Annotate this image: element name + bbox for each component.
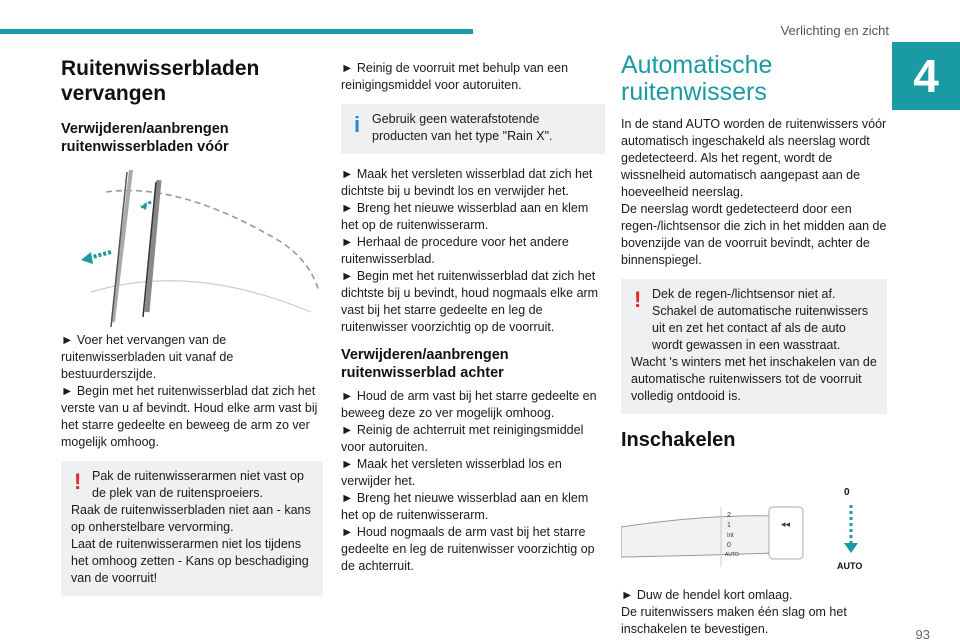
stalk-label: Int: [727, 533, 734, 539]
section-heading-line: ruitenwissers: [621, 78, 767, 106]
instruction: ► Breng het nieuwe wisserblad aan en klem het op de ruitenwisserarm.: [341, 491, 589, 522]
warning-text: Wacht 's winters met het inschakelen van de automatische ruitenwissers tot de voorruit volledig ontdooid is.: [631, 355, 877, 403]
instruction: ► Reinig de achterruit met reinigingsmiddel voor autoruiten.: [341, 423, 584, 454]
warning-icon: !: [634, 287, 642, 312]
instruction: ► Reinig de voorruit met behulp van een reinigingsmiddel voor autoruiten.: [341, 61, 569, 92]
paragraph: In de stand AUTO worden de ruitenwissers vóór automatisch ingeschakeld als neerslag wordt gedetecteerd. Als het regent, wordt de wissnelheid automatisch aangepast aan de hoeveelheid neerslag.: [621, 117, 887, 199]
subsection-heading: Inschakelen: [621, 429, 736, 451]
page-number: 93: [915, 627, 930, 642]
section-title: Verlichting en zicht: [780, 23, 889, 38]
paragraph: De neerslag wordt gedetecteerd door een regen-/lichtsensor die zich in het midden aan de bovenzijde van de voorruit bevindt, achter de binnenspiegel.: [621, 202, 887, 267]
chapter-number-badge: 4: [892, 42, 960, 110]
warning-text: Schakel de automatische ruitenwissers uit en zet het contact af als de auto wordt gewassen in een wasstraat.: [652, 304, 869, 352]
auto-position-label: AUTO: [837, 561, 863, 571]
instruction: ► Breng het nieuwe wisserblad aan en klem het op de ruitenwisserarm.: [341, 201, 589, 232]
stalk-label: 0: [727, 542, 731, 549]
column-2: [341, 60, 605, 575]
instruction: ► Houd de arm vast bij het starre gedeelte en beweeg deze zo ver mogelijk omhoog.: [341, 389, 597, 420]
section-heading: Ruitenwisserbladen vervangen: [61, 57, 260, 105]
wiper-stalk-illustration: [621, 457, 887, 587]
warning-text: Pak de ruitenwisserarmen niet vast op de plek van de ruitensproeiers.: [92, 469, 304, 500]
warning-text: Raak de ruitenwisserbladen niet aan - kans op onherstelbare vervorming.: [71, 503, 311, 534]
stalk-label: 2: [727, 512, 731, 519]
warning-text: Dek de regen-/lichtsensor niet af.: [652, 287, 836, 301]
subsection-heading: Verwijderen/aanbrengen ruitenwisserblad achter: [341, 347, 509, 381]
instruction: ► Houd nogmaals de arm vast bij het starre gedeelte en leg de ruitenwisser voorzichtig op de achterruit.: [341, 525, 595, 573]
info-icon: i: [354, 112, 361, 137]
stalk-label: AUTO: [725, 552, 739, 558]
instruction: ► Herhaal de procedure voor het andere ruitenwisserblad.: [341, 235, 569, 266]
header-bar: [0, 29, 473, 34]
paragraph: De ruitenwissers maken één slag om het inschakelen te bevestigen.: [621, 605, 847, 636]
warning-box: [621, 279, 887, 414]
info-text: Gebruik geen waterafstotende producten van het type "Rain X".: [372, 112, 553, 143]
instruction: ► Duw de hendel kort omlaag.: [621, 588, 793, 602]
wiper-blade-illustration: [61, 162, 323, 332]
warning-box: [61, 461, 323, 596]
warning-icon: !: [74, 469, 82, 494]
stalk-label: 1: [727, 522, 731, 529]
down-arrow-icon: [844, 543, 858, 553]
instruction: ► Begin met het ruitenwisserblad dat zich het verste van u af bevindt. Houd elke arm vast bij het starre gedeelte en beweeg de arm zo ver mogelijk omhoog.: [61, 384, 318, 449]
info-box: [341, 104, 605, 154]
warning-text: Laat de ruitenwisserarmen niet los tijdens het omhoog zetten - Kans op beschadiging van de voorruit!: [71, 537, 309, 585]
subsection-heading: Verwijderen/aanbrengen ruitenwisserbladen vóór: [61, 121, 229, 155]
section-heading-line: Automatische: [621, 51, 773, 79]
instruction: ► Maak het versleten wisserblad dat zich het dichtste bij u bevindt los en verwijder het.: [341, 167, 593, 198]
column-1: [61, 52, 323, 608]
instruction: ► Maak het versleten wisserblad los en verwijder het.: [341, 457, 562, 488]
column-3: [621, 52, 887, 638]
position-zero-label: 0: [844, 487, 850, 498]
instruction: ► Voer het vervangen van de ruitenwisserbladen uit vanaf de bestuurderszijde.: [61, 333, 234, 381]
instruction: ► Begin met het ruitenwisserblad dat zich het dichtste bij u bevindt, houd nogmaals elke arm vast bij het starre gedeelte en leg de ruitenwisser voorzichtig op de voorruit.: [341, 269, 599, 334]
svg-text:◂◂: ◂◂: [781, 519, 791, 529]
section-heading: [621, 52, 887, 106]
